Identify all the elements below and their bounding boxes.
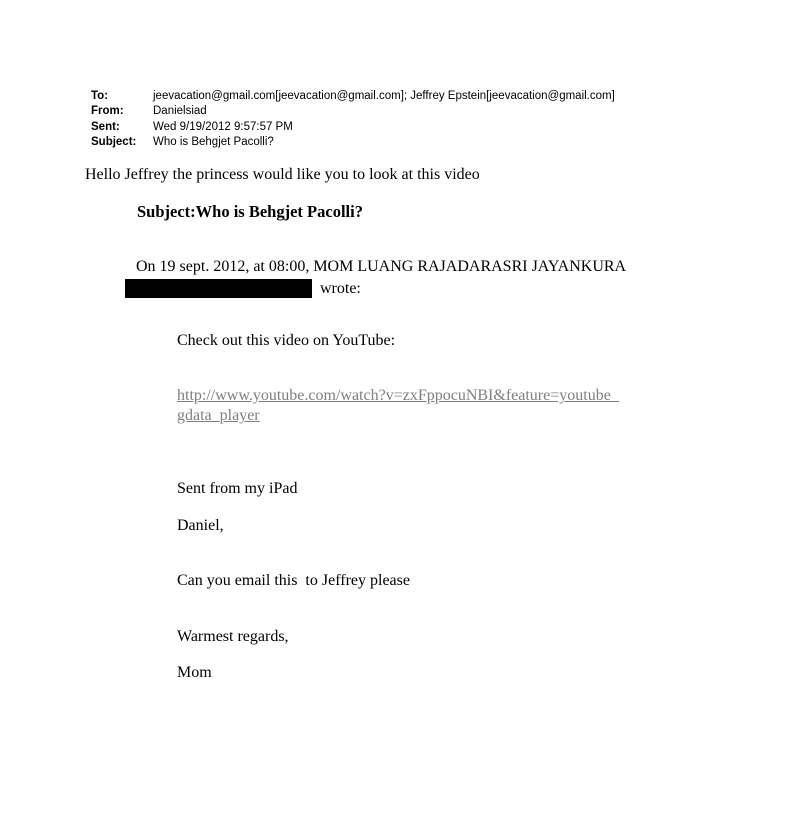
quoted-subject-line: Subject:Who is Behgjet Pacolli? [137,202,363,221]
email-meta-header [91,89,615,151]
meta-label-subject: Subject: [91,136,137,149]
meta-value-sent: Wed 9/19/2012 9:57:57 PM [153,120,293,133]
youtube-link[interactable] [177,386,619,426]
meta-row-from [91,104,615,119]
meta-label-sent: Sent: [91,120,120,133]
wrote-label: wrote: [320,279,361,297]
quote-attribution-line2 [125,279,361,298]
video-intro-line: Check out this video on YouTube: [177,332,396,349]
closing-line: Warmest regards, [177,628,289,645]
youtube-link-line1: http://www.youtube.com/watch?v=zxFppocuNBI&feature=youtube_ [177,387,619,404]
sender-signature: Daniel, [177,517,224,534]
meta-label-from: From: [91,105,124,118]
redaction-bar [125,279,312,298]
meta-value-from: Danielsiad [153,105,207,118]
meta-value-to: jeevacation@gmail.com[jeevacation@gmail.com]; Jeffrey Epstein[jeevacation@gmail.com] [153,90,615,102]
mom-signature: Mom [177,664,212,681]
meta-row-subject [91,135,615,150]
request-line: Can you email this to Jeffrey please [177,572,410,589]
youtube-link-line2: gdata_player [177,407,260,424]
quote-attribution-line: On 19 sept. 2012, at 08:00, MOM LUANG RAJADARASRI JAYANKURA [136,258,627,275]
sent-from-line: Sent from my iPad [177,480,298,497]
greeting-line: Hello Jeffrey the princess would like you to look at this video [85,166,480,183]
meta-row-sent [91,120,615,135]
meta-value-subject: Who is Behgjet Pacolli? [153,136,274,149]
meta-label-to: To: [91,90,109,102]
meta-row-to [91,89,615,104]
